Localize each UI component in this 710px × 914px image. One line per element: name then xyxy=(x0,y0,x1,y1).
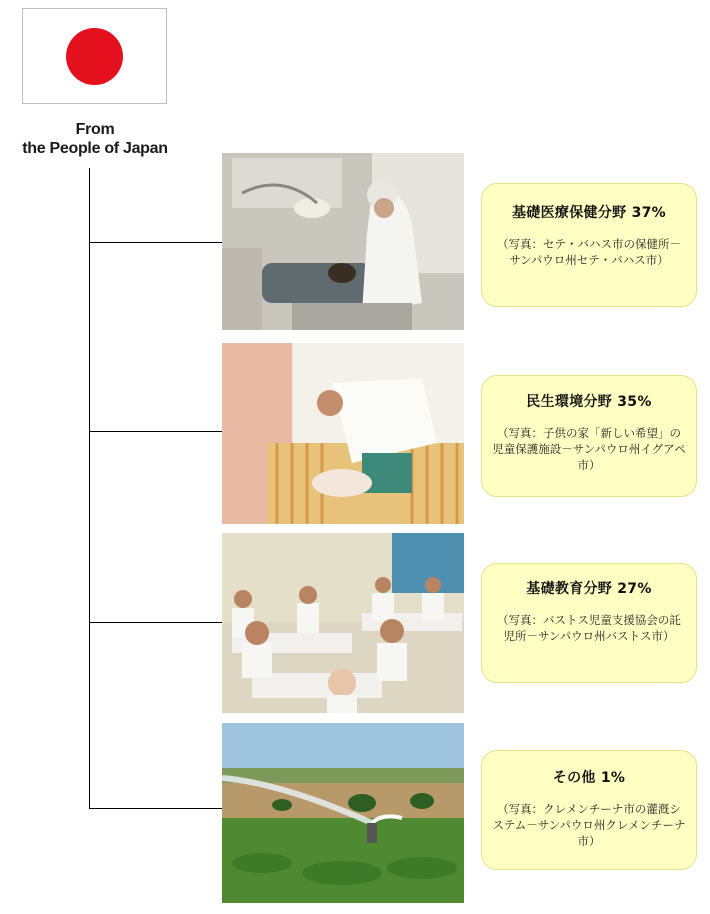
sector-card-welfare xyxy=(481,375,697,497)
nursery-crib-photo xyxy=(222,343,464,524)
flag-red-disc xyxy=(66,28,123,85)
from-label: From xyxy=(75,121,115,138)
japan-flag-icon xyxy=(22,8,167,104)
sector-caption: （写真：クレメンチーナ市の灌漑システム－サンパウロ州クレメンチーナ市） xyxy=(492,802,686,848)
sector-caption: （写真：バストス児童支援協会の託児所－サンパウロ州バストス市） xyxy=(497,613,681,643)
sector-title: 民生環境分野 35% xyxy=(526,394,652,410)
dental-clinic-photo xyxy=(222,153,464,330)
sector-title: 基礎教育分野 27% xyxy=(526,581,652,597)
branch-line-4 xyxy=(89,808,222,809)
branch-line-3 xyxy=(89,622,222,623)
tree-trunk-line xyxy=(89,168,90,809)
sector-caption: （写真：子供の家「新しい希望」の児童保護施設－サンパウロ州イグアペ市） xyxy=(492,426,686,472)
sector-card-other xyxy=(481,750,697,870)
sector-title: 基礎医療保健分野 37% xyxy=(512,205,666,221)
branch-line-2 xyxy=(89,431,222,432)
from-people-of-japan-label xyxy=(0,120,190,158)
classroom-photo xyxy=(222,533,464,713)
sector-card-education xyxy=(481,563,697,683)
people-of-japan-label: the People of Japan xyxy=(22,140,168,157)
sector-card-health xyxy=(481,183,697,307)
sector-title: その他 1% xyxy=(552,770,626,786)
irrigation-field-photo xyxy=(222,723,464,903)
sector-caption: （写真：セテ・バハス市の保健所－サンパウロ州セテ・バハス市） xyxy=(497,237,681,267)
branch-line-1 xyxy=(89,242,222,243)
